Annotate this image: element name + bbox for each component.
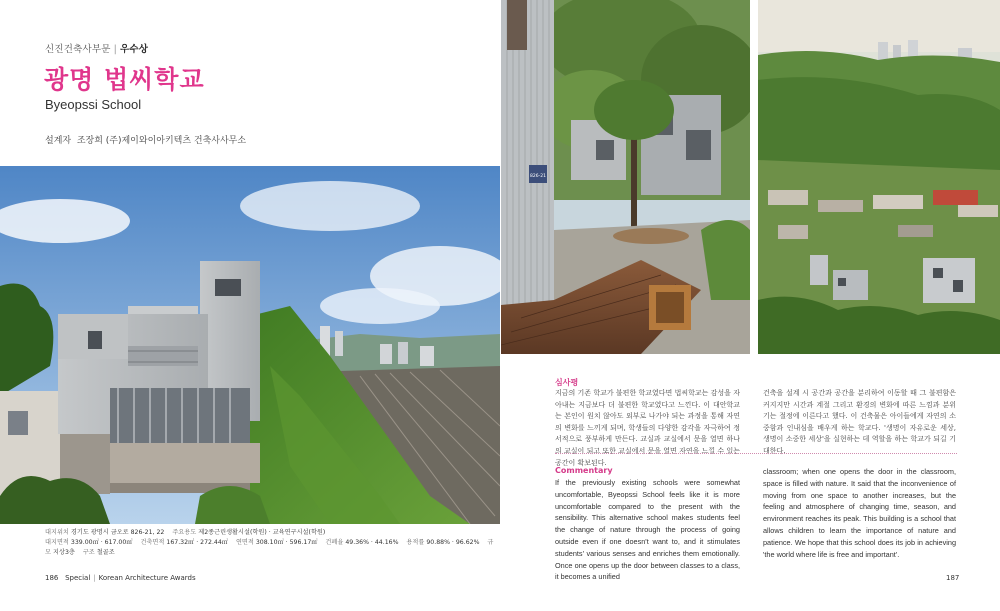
spec-label: 대지위치 [45,529,69,536]
footer-publication: Korean Architecture Awards [98,574,196,582]
architect-label: 설계자 [45,136,72,146]
category-line [45,41,148,55]
award-label: 우수상 [120,44,149,55]
commentary-heading: Commentary [555,466,613,475]
spec-label: 용적률 [406,539,425,546]
spec-value: 철골조 [96,549,115,556]
spec-value: 지상3층 [52,549,75,556]
project-title-english: Byeopssi School [45,97,142,112]
project-title-korean: 광명 법씨학교 [44,65,205,94]
footer-section: Special [65,574,91,582]
spec-label: 주요용도 [172,529,197,536]
spec-label: 건축면적 [140,539,165,546]
project-specs [45,528,495,558]
spec-value: 경기도 광명시 금오로 826-21, 22 [70,529,165,536]
page-number-right: 187 [946,574,960,582]
commentary-text-right: classroom; when one opens the door in the classroom, space is filled with nature. It said that the inconvenience of moving from one space to another increases, but the feeling and atmosphere of changing time, season, and environment reaches its peak. This building is a school that allows children to learn the importance of nature and patience. We hope that this school does its job in achieving 'the world where life is free and important'. [763,467,956,559]
spec-label: 규모 [45,539,494,556]
commentary-text-left: If the previously existing schools were somewhat uncomfortable, Byeopssi School feels like it is more uncomfortable compared to the present with the sensibility. This alternative school makes students feel the change of nature through the process of going outside even if one doesn't want to, and it stimulates students' various senses and enriches them emotionally. Once one opens up the door between classes to a class, it becomes a unified [555,478,740,582]
specs-line-1 [45,528,495,538]
review-text-right: 건축을 설계 시 공간과 공간을 분리하여 이동할 때 그 불편함은 커지지만 시간과 계절 그리고 환경의 변화에 따른 느낌과 분위기는 절정에 이른다고 했다. 이 건축물은 아이들에게 자연의 소중함과 인내심을 배우게 하는 학교다. '생명이 자유로운 세상, 생명이 소중한 세상'을 실현하는 데 역할을 하는 학교가 되길 기대한다. [763,389,956,455]
spec-label: 연면적 [235,539,254,546]
footer-separator: | [93,574,96,582]
spec-value: 167.32㎡ · 272.44㎡ [166,539,228,546]
category-separator: | [113,44,118,55]
spec-label: 건폐율 [325,539,344,546]
section-divider [555,453,957,454]
address-sign-text: 826-21 [530,174,546,179]
review-heading: 심사평 [555,378,579,387]
specs-line-2 [45,538,495,558]
spec-value: 90.88% · 96.62% [426,539,480,546]
spec-label: 대지면적 [45,539,69,546]
category-label: 신진건축사부문 [45,44,111,55]
architect-value: 조장희 (주)제이와이아키텍츠 건축사사무소 [76,136,247,146]
review-text-left: 지금의 기존 학교가 불편한 학교였다면 법씨학교는 감성을 자아내는 지금보다 더 불편한 학교였다고 느낀다. 이 대안학교는 본인이 원치 않아도 외부로 나가야 되는 과정을 통해 자연의 변화를 느끼게 되며, 학생들의 다양한 감각을 자극하여 정서적으로 풍부하게 만든다. 교실과 교실에서 문을 열면 하나의 교실이 되고 또한 교실에서 문을 열면 자연을 느낄 수 있는 공간이 확보된다. [555,389,740,467]
spec-label: 구조 [82,549,95,556]
main-exterior-photo [0,166,500,524]
spec-value: 339.00㎡ · 617.00㎡ [70,539,133,546]
aerial-village-photo [758,0,1000,354]
page-number-left: 186 [45,574,59,582]
spec-value: 308.10㎡ · 596.17㎡ [255,539,318,546]
spec-value: 49.36% · 44.16% [345,539,399,546]
footer-left [45,574,196,582]
courtyard-photo [501,0,750,354]
spec-value: 제2종근린생활시설(학원) · 교육연구시설(학원) [198,529,326,536]
architect-line [45,133,246,146]
